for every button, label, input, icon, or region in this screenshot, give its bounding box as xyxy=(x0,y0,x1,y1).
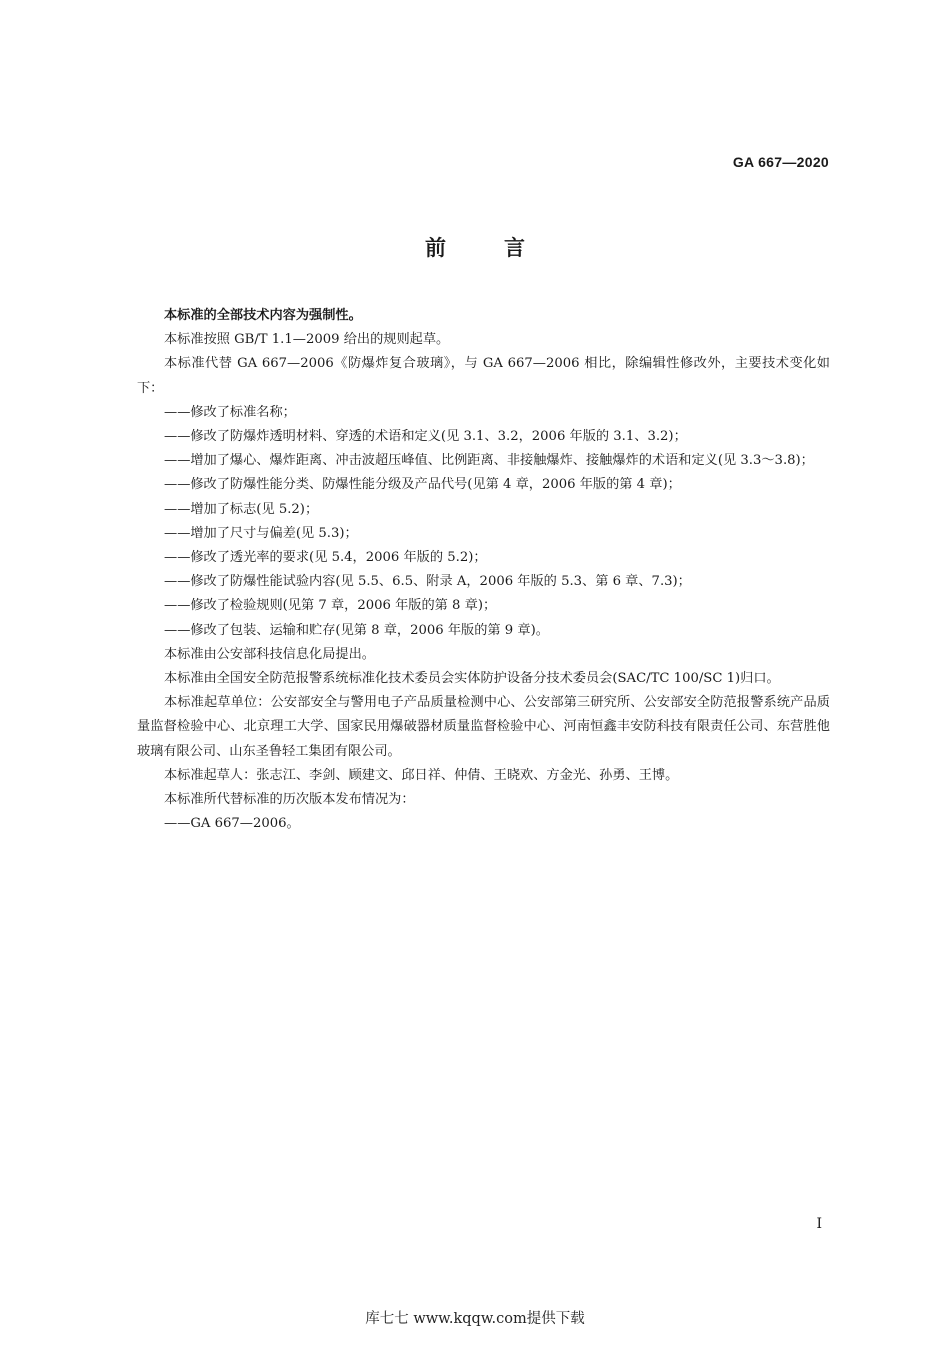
change-item: ——增加了爆心、爆炸距离、冲击波超压峰值、比例距离、非接触爆炸、接触爆炸的术语和定义(见 3.3～3.8)； xyxy=(164,453,814,469)
paragraph-drafting-rules: 本标准按照 GB/T 1.1—2009 给出的规则起草。 xyxy=(164,332,450,348)
change-item: ——增加了标志(见 5.2)； xyxy=(164,501,319,517)
change-item: ——修改了防爆炸透明材料、穿透的术语和定义(见 3.1、3.2，2006 年版的 3.1、3.2)； xyxy=(164,429,687,445)
standard-code: GA 667—2020 xyxy=(732,154,829,170)
page-title: 前言 xyxy=(425,236,583,260)
paragraph-replaces: 本标准代替 GA 667—2006《防爆炸复合玻璃》，与 GA 667—2006 相比，除编辑性修改外，主要技术变化如下： xyxy=(137,356,830,396)
history-item: ——GA 667—2006。 xyxy=(164,816,300,832)
change-item: ——修改了检验规则(见第 7 章，2006 年版的第 8 章)； xyxy=(164,598,497,614)
foreword-body xyxy=(137,304,830,836)
paragraph-drafting-units: 本标准起草单位：公安部安全与警用电子产品质量检测中心、公安部第三研究所、公安部安全防范报警系统产品质量监督检验中心、北京理工大学、国家民用爆破器材质量监督检验中心、河南恒鑫丰安防科技有限责任公司、东营胜他玻璃有限公司、山东圣鲁轻工集团有限公司。 xyxy=(137,695,830,759)
paragraph-drafters: 本标准起草人：张志江、李剑、顾建文、邱日祥、仲倩、王晓欢、方金光、孙勇、王博。 xyxy=(164,767,679,783)
change-item: ——修改了包装、运输和贮存(见第 8 章，2006 年版的第 9 章)。 xyxy=(164,622,549,638)
page-number: I xyxy=(816,1216,822,1232)
paragraph-history-intro: 本标准所代替标准的历次版本发布情况为： xyxy=(164,792,415,808)
change-item: ——修改了标准名称； xyxy=(164,404,296,420)
paragraph-mandatory: 本标准的全部技术内容为强制性。 xyxy=(164,308,362,323)
change-item: ——修改了防爆性能分类、防爆性能分级及产品代号(见第 4 章，2006 年版的第 4 章)； xyxy=(164,477,681,493)
download-watermark: 库七七 www.kqqw.com提供下载 xyxy=(365,1311,585,1327)
change-item: ——增加了尺寸与偏差(见 5.3)； xyxy=(164,525,358,541)
change-item: ——修改了防爆性能试验内容(见 5.5、6.5、附录 A，2006 年版的 5.3、第 6 章、7.3)； xyxy=(164,574,691,590)
change-item: ——修改了透光率的要求(见 5.4，2006 年版的 5.2)； xyxy=(164,550,487,566)
paragraph-proposed-by: 本标准由公安部科技信息化局提出。 xyxy=(164,646,375,662)
paragraph-centralized-by: 本标准由全国安全防范报警系统标准化技术委员会实体防护设备分技术委员会(SAC/TC 100/SC 1)归口。 xyxy=(164,671,780,687)
